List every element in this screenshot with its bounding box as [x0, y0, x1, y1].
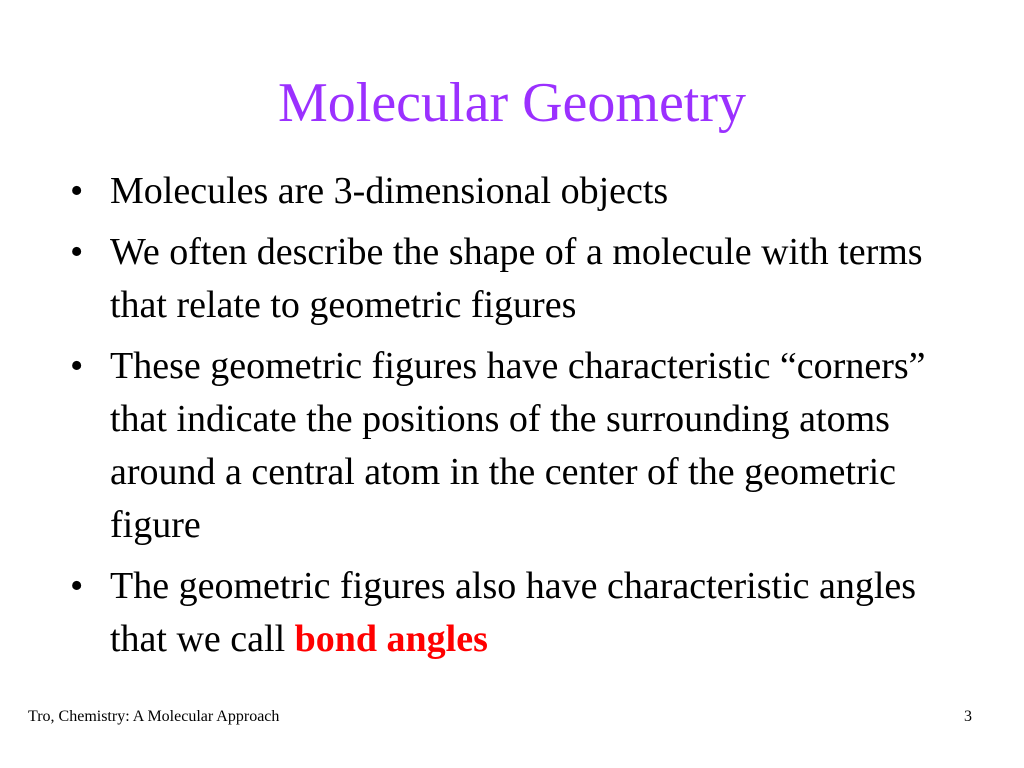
- page-number: 3: [964, 708, 972, 725]
- bullet-icon: •: [70, 170, 84, 212]
- slide-title: Molecular Geometry: [277, 72, 747, 134]
- bullet-item: [70, 165, 970, 218]
- bullet-text: Molecules are 3-dimensional objects: [110, 170, 669, 212]
- bullet-text: These geometric figures have characteristic “corners” that indicate the positions of the surrounding atoms around a central atom in the center of the geometric figure: [110, 345, 926, 546]
- bullet-item: [70, 340, 970, 552]
- footer-source: Tro, Chemistry: A Molecular Approach: [28, 708, 280, 725]
- bond-angles-highlight: bond angles: [294, 618, 488, 660]
- bullet-item: [70, 226, 970, 332]
- bullet-text: The geometric figures also have characteristic angles that we call: [110, 565, 917, 660]
- bullet-list: [70, 165, 970, 674]
- bullet-icon: •: [70, 565, 84, 607]
- bullet-item: [70, 560, 970, 666]
- bullet-text: We often describe the shape of a molecule with terms that relate to geometric figures: [110, 231, 923, 326]
- bullet-icon: •: [70, 231, 84, 273]
- bullet-icon: •: [70, 345, 84, 387]
